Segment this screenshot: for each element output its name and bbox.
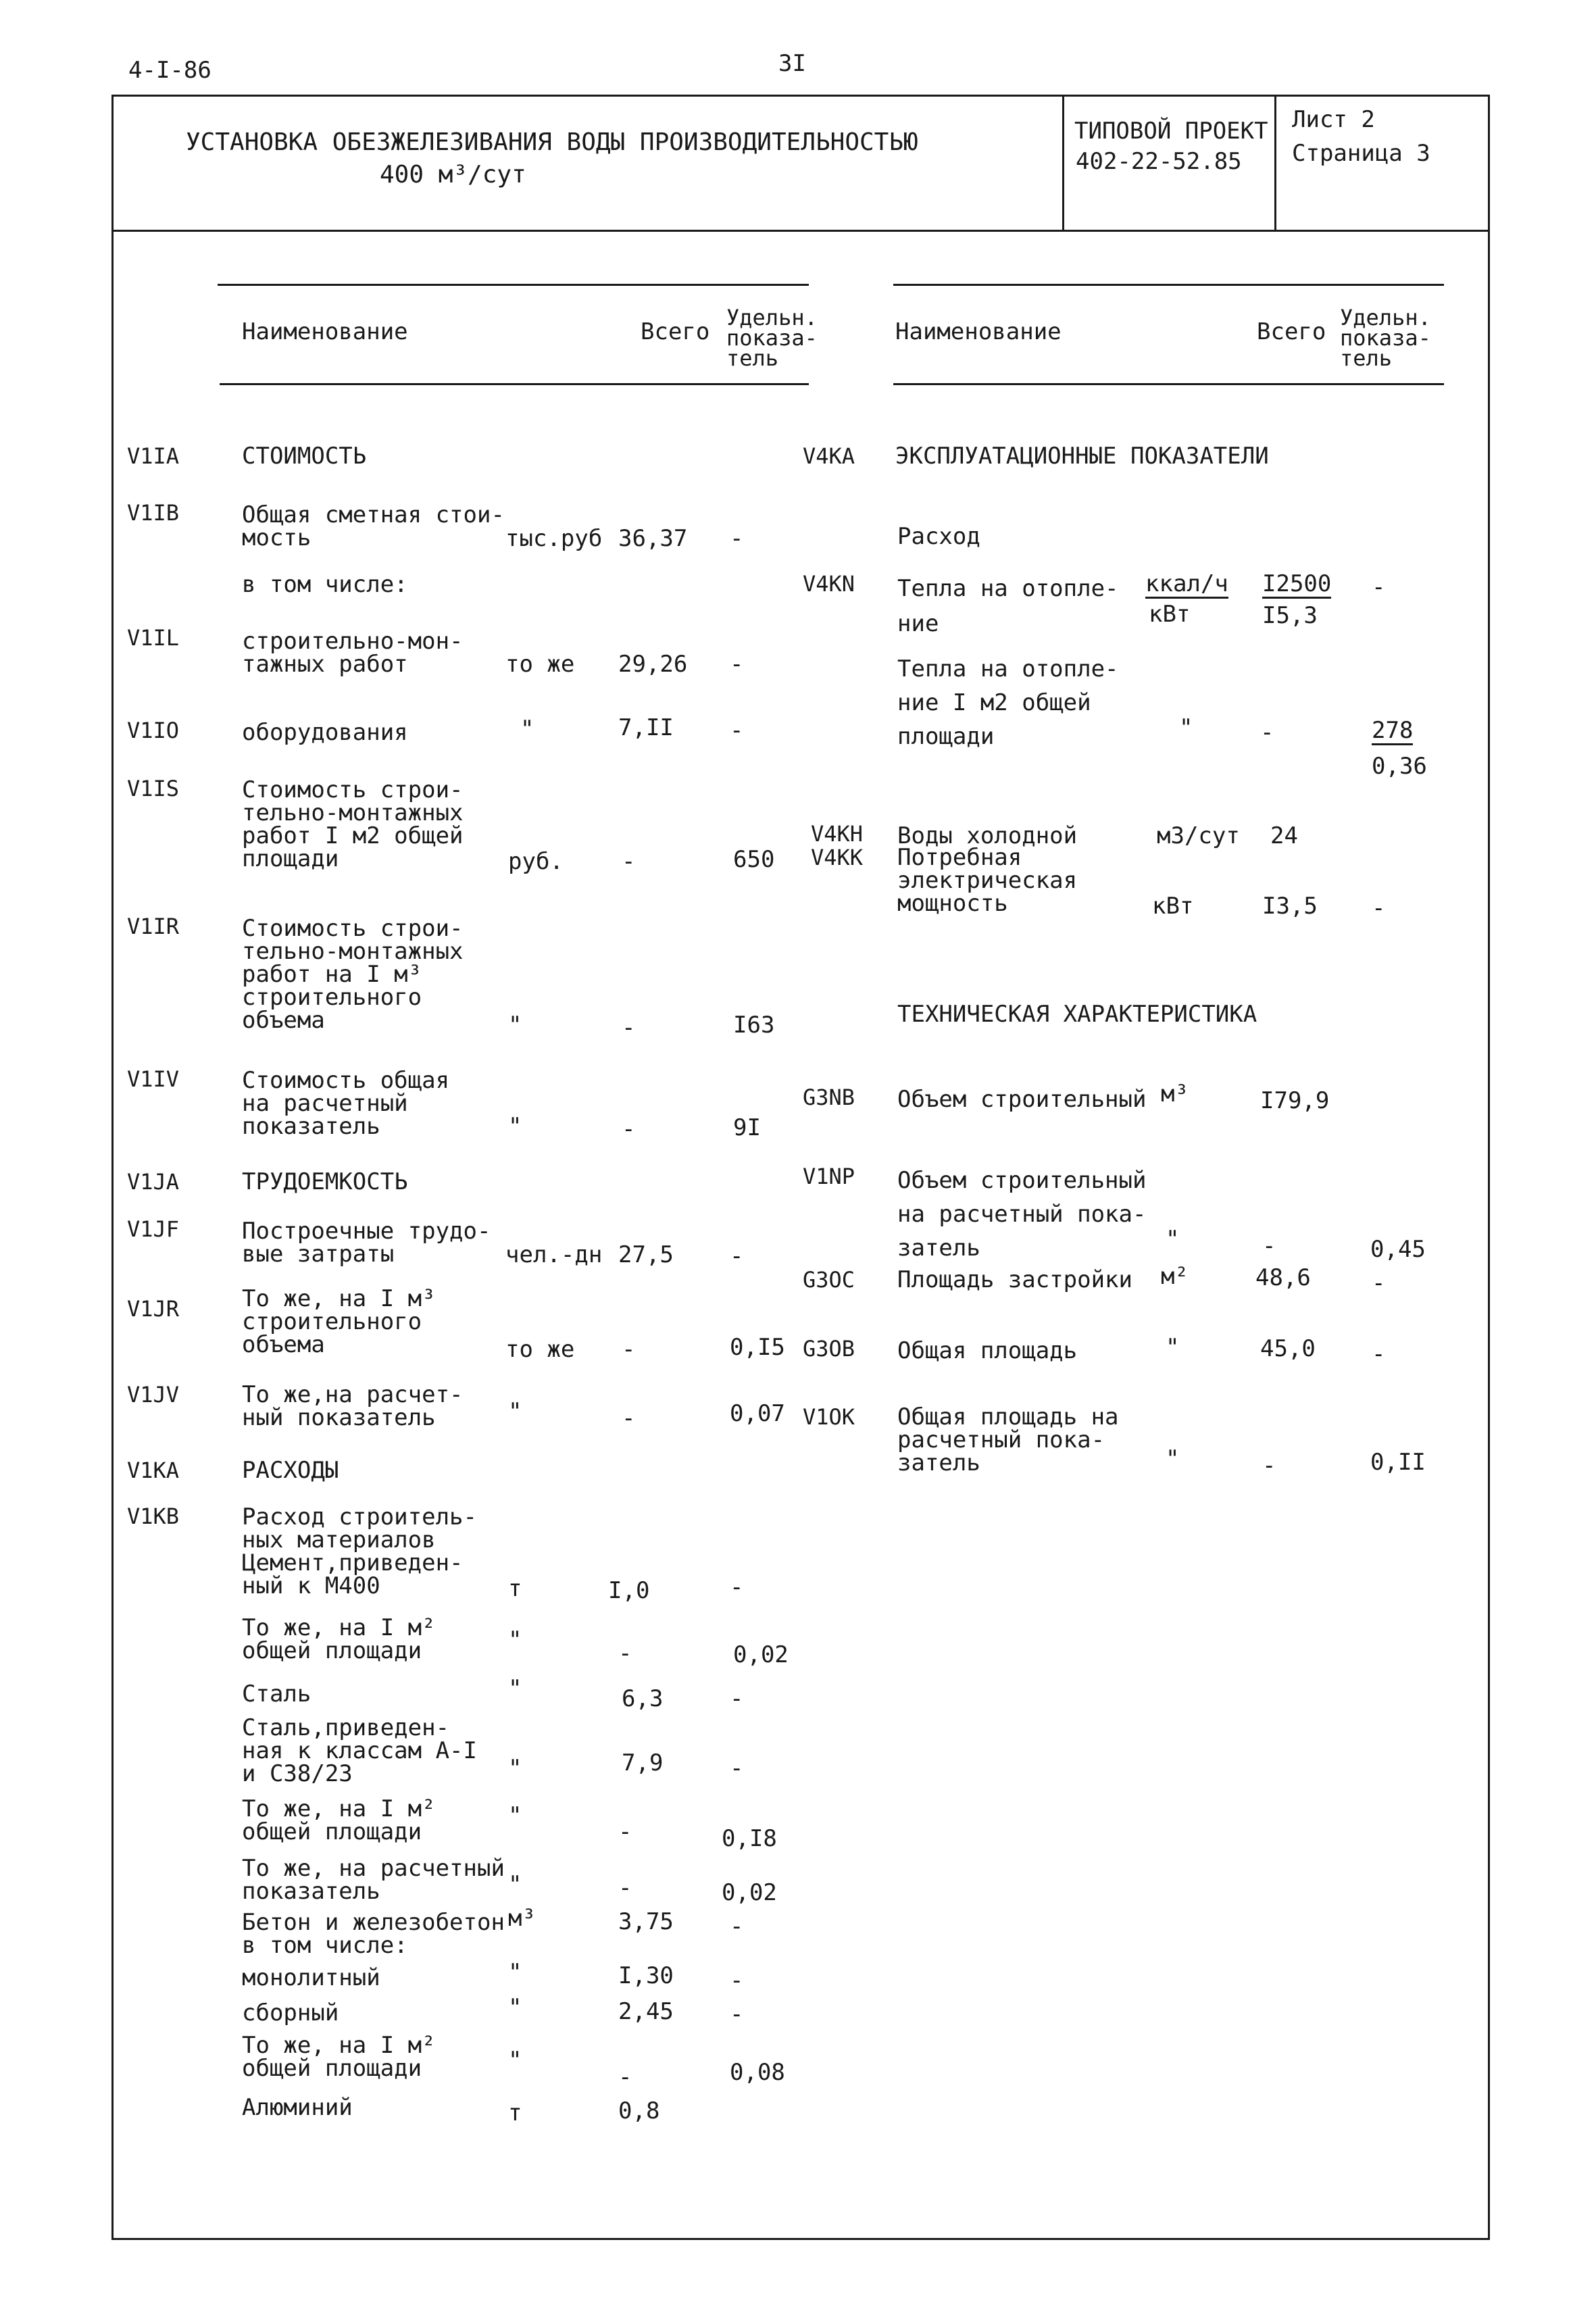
row-total: -	[618, 1874, 632, 1901]
row-name: Сталь	[242, 1681, 311, 1708]
row-unit: "	[508, 1675, 522, 1702]
project-code: 402-22-52.85	[1076, 148, 1242, 175]
row-specific: I63	[733, 1012, 775, 1039]
row-total: -	[622, 1116, 636, 1143]
row-code: V1JF	[127, 1216, 180, 1242]
page-label: Страница 3	[1292, 140, 1430, 167]
row-total: 45,0	[1260, 1335, 1316, 1362]
row-name: в том числе:	[242, 571, 408, 598]
row-name: Общая площадь на расчетный пока- затель	[897, 1403, 1119, 1476]
row-total: I,0	[608, 1577, 650, 1604]
left-header-bottom-rule	[220, 383, 809, 385]
row-total: I3,5	[1262, 893, 1318, 920]
row-total: -	[618, 1640, 632, 1667]
row-name: Воды холодной	[897, 822, 1078, 849]
row-unit: "	[508, 1994, 522, 2021]
row-name: Расход	[897, 523, 980, 550]
row-code: V1IR	[127, 914, 180, 939]
row-unit: м³	[1161, 1080, 1189, 1107]
row-unit: "	[508, 1398, 522, 1425]
row-specific: -	[730, 651, 744, 678]
section-heading: РАСХОДЫ	[242, 1457, 339, 1484]
row-unit: "	[508, 2047, 522, 2074]
row-unit: кВт	[1152, 893, 1194, 920]
row-code: V1KB	[127, 1503, 180, 1529]
frame-bottom	[111, 2238, 1490, 2240]
row-name: То же, на I м² общей площади	[242, 1795, 436, 1845]
row-code: V4KK	[811, 845, 864, 870]
row-name: Потребная электрическая мощность	[897, 844, 1078, 917]
row-unit: т	[508, 1575, 522, 1602]
row-name: Алюминий	[242, 2094, 353, 2121]
row-code: V1JV	[127, 1382, 180, 1408]
row-total-fraction: I2500	[1262, 570, 1332, 597]
row-specific: -	[730, 1967, 744, 1994]
section-heading: СТОИМОСТЬ	[242, 443, 367, 470]
row-name: Площадь застройки	[897, 1266, 1132, 1293]
row-code: V1JR	[127, 1296, 180, 1322]
row-unit: "	[508, 1959, 522, 1986]
row-total: -	[1262, 1452, 1276, 1479]
row-unit: т	[508, 2099, 522, 2126]
row-code: G3OB	[803, 1336, 855, 1362]
row-name: То же, на I м² общей площади	[242, 2032, 436, 2082]
row-specific: -	[1372, 1341, 1386, 1368]
row-unit: руб.	[508, 848, 564, 875]
frame-top	[111, 95, 1490, 97]
row-name: монолитный	[242, 1964, 380, 1991]
section-heading: ТРУДОЕМКОСТЬ	[242, 1168, 408, 1195]
section-heading: ТЕХНИЧЕСКАЯ ХАРАКТЕРИСТИКА	[897, 1001, 1257, 1028]
row-specific: 650	[733, 846, 775, 873]
sheet-label: Лист 2	[1292, 106, 1375, 133]
row-name: Общая сметная стои- мость	[242, 501, 505, 551]
row-total: 3,75	[618, 1908, 674, 1935]
row-code: V1IA	[127, 443, 180, 469]
row-name: То же, на I м² общей площади	[242, 1614, 436, 1664]
row-total: 2,45	[618, 1998, 674, 2025]
row-specific: -	[1372, 895, 1386, 922]
row-total: 48,6	[1255, 1264, 1311, 1291]
row-unit: м³	[508, 1905, 536, 1932]
row-name: То же,на расчет- ный показатель	[242, 1381, 464, 1431]
right-col-specific-header: Удельн. показа- тель	[1340, 305, 1431, 371]
row-name: Расход строитель- ных материалов Цемент,приведен- ный к М400	[242, 1503, 477, 1599]
right-col-total-header: Всего	[1257, 318, 1326, 345]
row-name: Построечные трудо- вые затраты	[242, 1218, 491, 1268]
row-name: Стоимость строи- тельно-монтажных работ I м2 общей площади	[242, 776, 464, 872]
row-total: -	[622, 848, 636, 875]
row-unit: "	[508, 1012, 522, 1039]
row-total: 7,9	[622, 1749, 664, 1776]
row-specific: -	[730, 1243, 744, 1270]
row-total: 27,5	[618, 1241, 674, 1268]
right-header-bottom-rule	[893, 383, 1444, 385]
row-unit: "	[520, 716, 534, 743]
row-unit: "	[1166, 1334, 1180, 1361]
row-specific: -	[730, 1685, 744, 1712]
row-unit: "	[1166, 1445, 1180, 1472]
row-name: То же, на расчетный показатель	[242, 1855, 505, 1905]
row-name: Стоимость общая на расчетный показатель	[242, 1067, 450, 1140]
row-total: -	[622, 1405, 636, 1432]
row-specific: 0,I8	[722, 1825, 777, 1852]
row-specific: 0,I5	[730, 1334, 785, 1361]
row-total: -	[1260, 719, 1274, 746]
row-code: V1KA	[127, 1458, 180, 1483]
row-code: V4KN	[803, 571, 855, 597]
row-specific: -	[730, 525, 744, 552]
row-specific: 0,07	[730, 1400, 785, 1427]
title-block-divider	[111, 230, 1490, 232]
row-unit: тыс.руб	[505, 525, 603, 552]
row-specific: 0,02	[722, 1879, 777, 1906]
row-unit: чел.-дн	[505, 1241, 603, 1268]
row-name: сборный	[242, 1999, 339, 2026]
row-unit-fraction: ккал/ч	[1145, 570, 1228, 597]
row-total: 24	[1270, 822, 1298, 849]
row-name: оборудования	[242, 719, 408, 746]
row-specific: -	[730, 1913, 744, 1940]
row-total: I,30	[618, 1962, 674, 1989]
right-header-top-rule	[893, 284, 1444, 286]
row-name: Бетон и железобетон в том числе:	[242, 1909, 505, 1959]
row-unit: то же	[505, 1336, 575, 1363]
row-name: Объем строительный	[897, 1086, 1147, 1113]
row-unit: м3/сут	[1157, 822, 1240, 849]
right-col-name-header: Наименование	[895, 318, 1062, 345]
frame-left	[111, 95, 114, 2240]
row-code: V1IV	[127, 1066, 180, 1092]
row-total: 7,II	[618, 714, 674, 741]
title-block-vline-2	[1274, 95, 1276, 230]
row-name: строительно-мон- тажных работ	[242, 628, 464, 678]
doc-number: 4-I-86	[128, 57, 211, 84]
row-code: V4KA	[803, 443, 855, 469]
page-number: 3I	[778, 50, 806, 77]
row-unit: "	[508, 1802, 522, 1829]
row-total-denominator: I5,3	[1262, 602, 1318, 629]
row-code: V1IO	[127, 718, 180, 743]
row-specific: -	[1372, 1270, 1386, 1297]
row-unit: то же	[505, 651, 575, 678]
row-specific: 0,45	[1370, 1236, 1426, 1263]
row-name: Стоимость строи- тельно-монтажных работ на I м³ строительного объема	[242, 915, 464, 1034]
row-total: 0,8	[618, 2097, 660, 2124]
row-total: -	[1262, 1233, 1276, 1260]
row-specific-denominator: 0,36	[1372, 753, 1427, 780]
row-unit-denominator: кВт	[1149, 601, 1191, 628]
row-unit: "	[508, 1113, 522, 1140]
row-unit: м²	[1161, 1263, 1189, 1290]
row-total: -	[622, 1014, 636, 1041]
row-specific: -	[730, 717, 744, 744]
row-total: I79,9	[1260, 1087, 1330, 1114]
row-specific: -	[730, 1574, 744, 1601]
row-total: -	[622, 1336, 636, 1363]
row-specific: 9I	[733, 1114, 761, 1141]
document-title-capacity: 400 м³/сут	[380, 161, 526, 189]
left-col-specific-header: Удельн. показа- тель	[726, 305, 818, 371]
row-unit: "	[1179, 714, 1193, 741]
row-name: То же, на I м³ строительного объема	[242, 1285, 436, 1358]
left-col-name-header: Наименование	[242, 318, 408, 345]
row-name: Сталь,приведен- ная к классам А-I и С38/23	[242, 1714, 477, 1787]
row-total: -	[618, 2064, 632, 2091]
row-total: 36,37	[618, 525, 688, 552]
row-code: G3NB	[803, 1085, 855, 1110]
row-name: Тепла на отопле- ние	[897, 575, 1119, 637]
row-unit: "	[508, 1755, 522, 1782]
left-header-top-rule	[218, 284, 809, 286]
row-specific: 0,08	[730, 2059, 785, 2086]
row-code: V1JA	[127, 1169, 180, 1195]
row-name: Тепла на отопле- ние I м2 общей площади	[897, 655, 1119, 750]
row-code: V1IL	[127, 625, 180, 651]
row-name: Общая площадь	[897, 1337, 1078, 1364]
row-total: -	[618, 1818, 632, 1845]
row-unit: "	[508, 1871, 522, 1898]
title-block-vline-1	[1062, 95, 1064, 230]
document-title: УСТАНОВКА ОБЕЗЖЕЛЕЗИВАНИЯ ВОДЫ ПРОИЗВОДИТЕЛЬНОСТЬЮ	[186, 128, 918, 156]
row-specific: 0,02	[733, 1641, 789, 1668]
row-specific: -	[730, 1755, 744, 1782]
project-label: ТИПОВОЙ ПРОЕКТ	[1074, 118, 1268, 145]
row-code: V4KH	[811, 821, 864, 847]
row-code: G3OC	[803, 1267, 855, 1293]
row-specific: 0,II	[1370, 1449, 1426, 1476]
row-total: 29,26	[618, 651, 688, 678]
row-code: V1OK	[803, 1404, 855, 1430]
row-unit: "	[508, 1626, 522, 1653]
row-unit: "	[1166, 1226, 1180, 1253]
section-heading: ЭКСПЛУАТАЦИОННЫЕ ПОКАЗАТЕЛИ	[895, 443, 1269, 470]
row-specific: -	[730, 2001, 744, 2028]
row-code: V1IS	[127, 776, 180, 801]
frame-right	[1488, 95, 1490, 2240]
row-total: 6,3	[622, 1685, 664, 1712]
row-code: V1NP	[803, 1164, 855, 1189]
row-specific: -	[1372, 574, 1386, 601]
row-specific-fraction: 278	[1372, 717, 1414, 744]
row-code: V1IB	[127, 500, 180, 526]
left-col-total-header: Всего	[641, 318, 710, 345]
row-name: Объем строительный на расчетный пока- затель	[897, 1167, 1147, 1262]
